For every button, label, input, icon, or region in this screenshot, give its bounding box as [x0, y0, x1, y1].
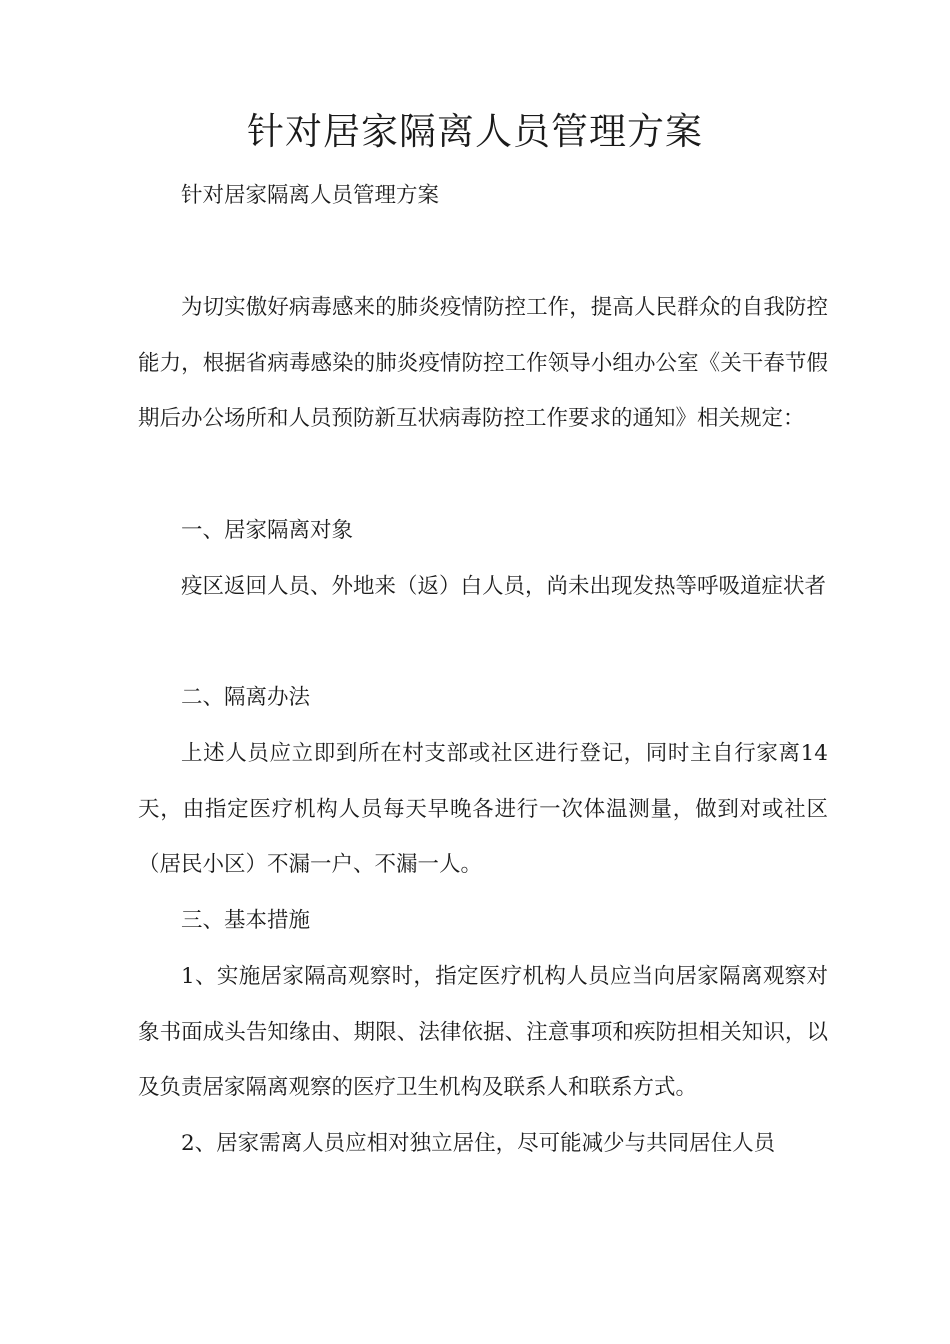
paragraph-intro: 为切实傲好病毒感来的肺炎疫情防控工作，提高人民群众的自我防控能力，根据省病毒感染的肺炎疫情防控工作领导小组办公室《关干春节假期后办公场所和人员预防新互状病毒防控工作要求的通知》相关规定：	[138, 295, 828, 432]
section-heading-3: 三、基本措施	[181, 908, 311, 933]
document-subtitle: 针对居家隔离人员管理方案	[181, 183, 440, 208]
section-heading-1: 一、居家隔离对象	[181, 518, 354, 543]
paragraph-measure-2: 2、居家需离人员应相对独立居住，尽可能减少与共同居住人员	[181, 1131, 776, 1156]
paragraph-isolation-method: 上述人员应立即到所在村支部或社区进行登记，同时主自行家离14天，由指定医疗机构人员每天早晚各进行一次体温测量，做到对或社区（居民小区）不漏一户、不漏一人。	[138, 741, 828, 878]
paragraph-isolation-targets: 疫区返回人员、外地来（返）白人员，尚未出现发热等呼吸道症状者	[181, 574, 827, 599]
document-title: 针对居家隔离人员管理方案	[247, 110, 703, 153]
paragraph-measure-1: 1、实施居家隔高观察时，指定医疗机构人员应当向居家隔离观察对象书面成头告知缘由、期限、法律依据、注意事项和疾防担相关知识，以及负责居家隔离观察的医疗卫生机构及联系人和联系方式。	[138, 964, 828, 1101]
section-heading-2: 二、隔离办法	[181, 685, 311, 710]
